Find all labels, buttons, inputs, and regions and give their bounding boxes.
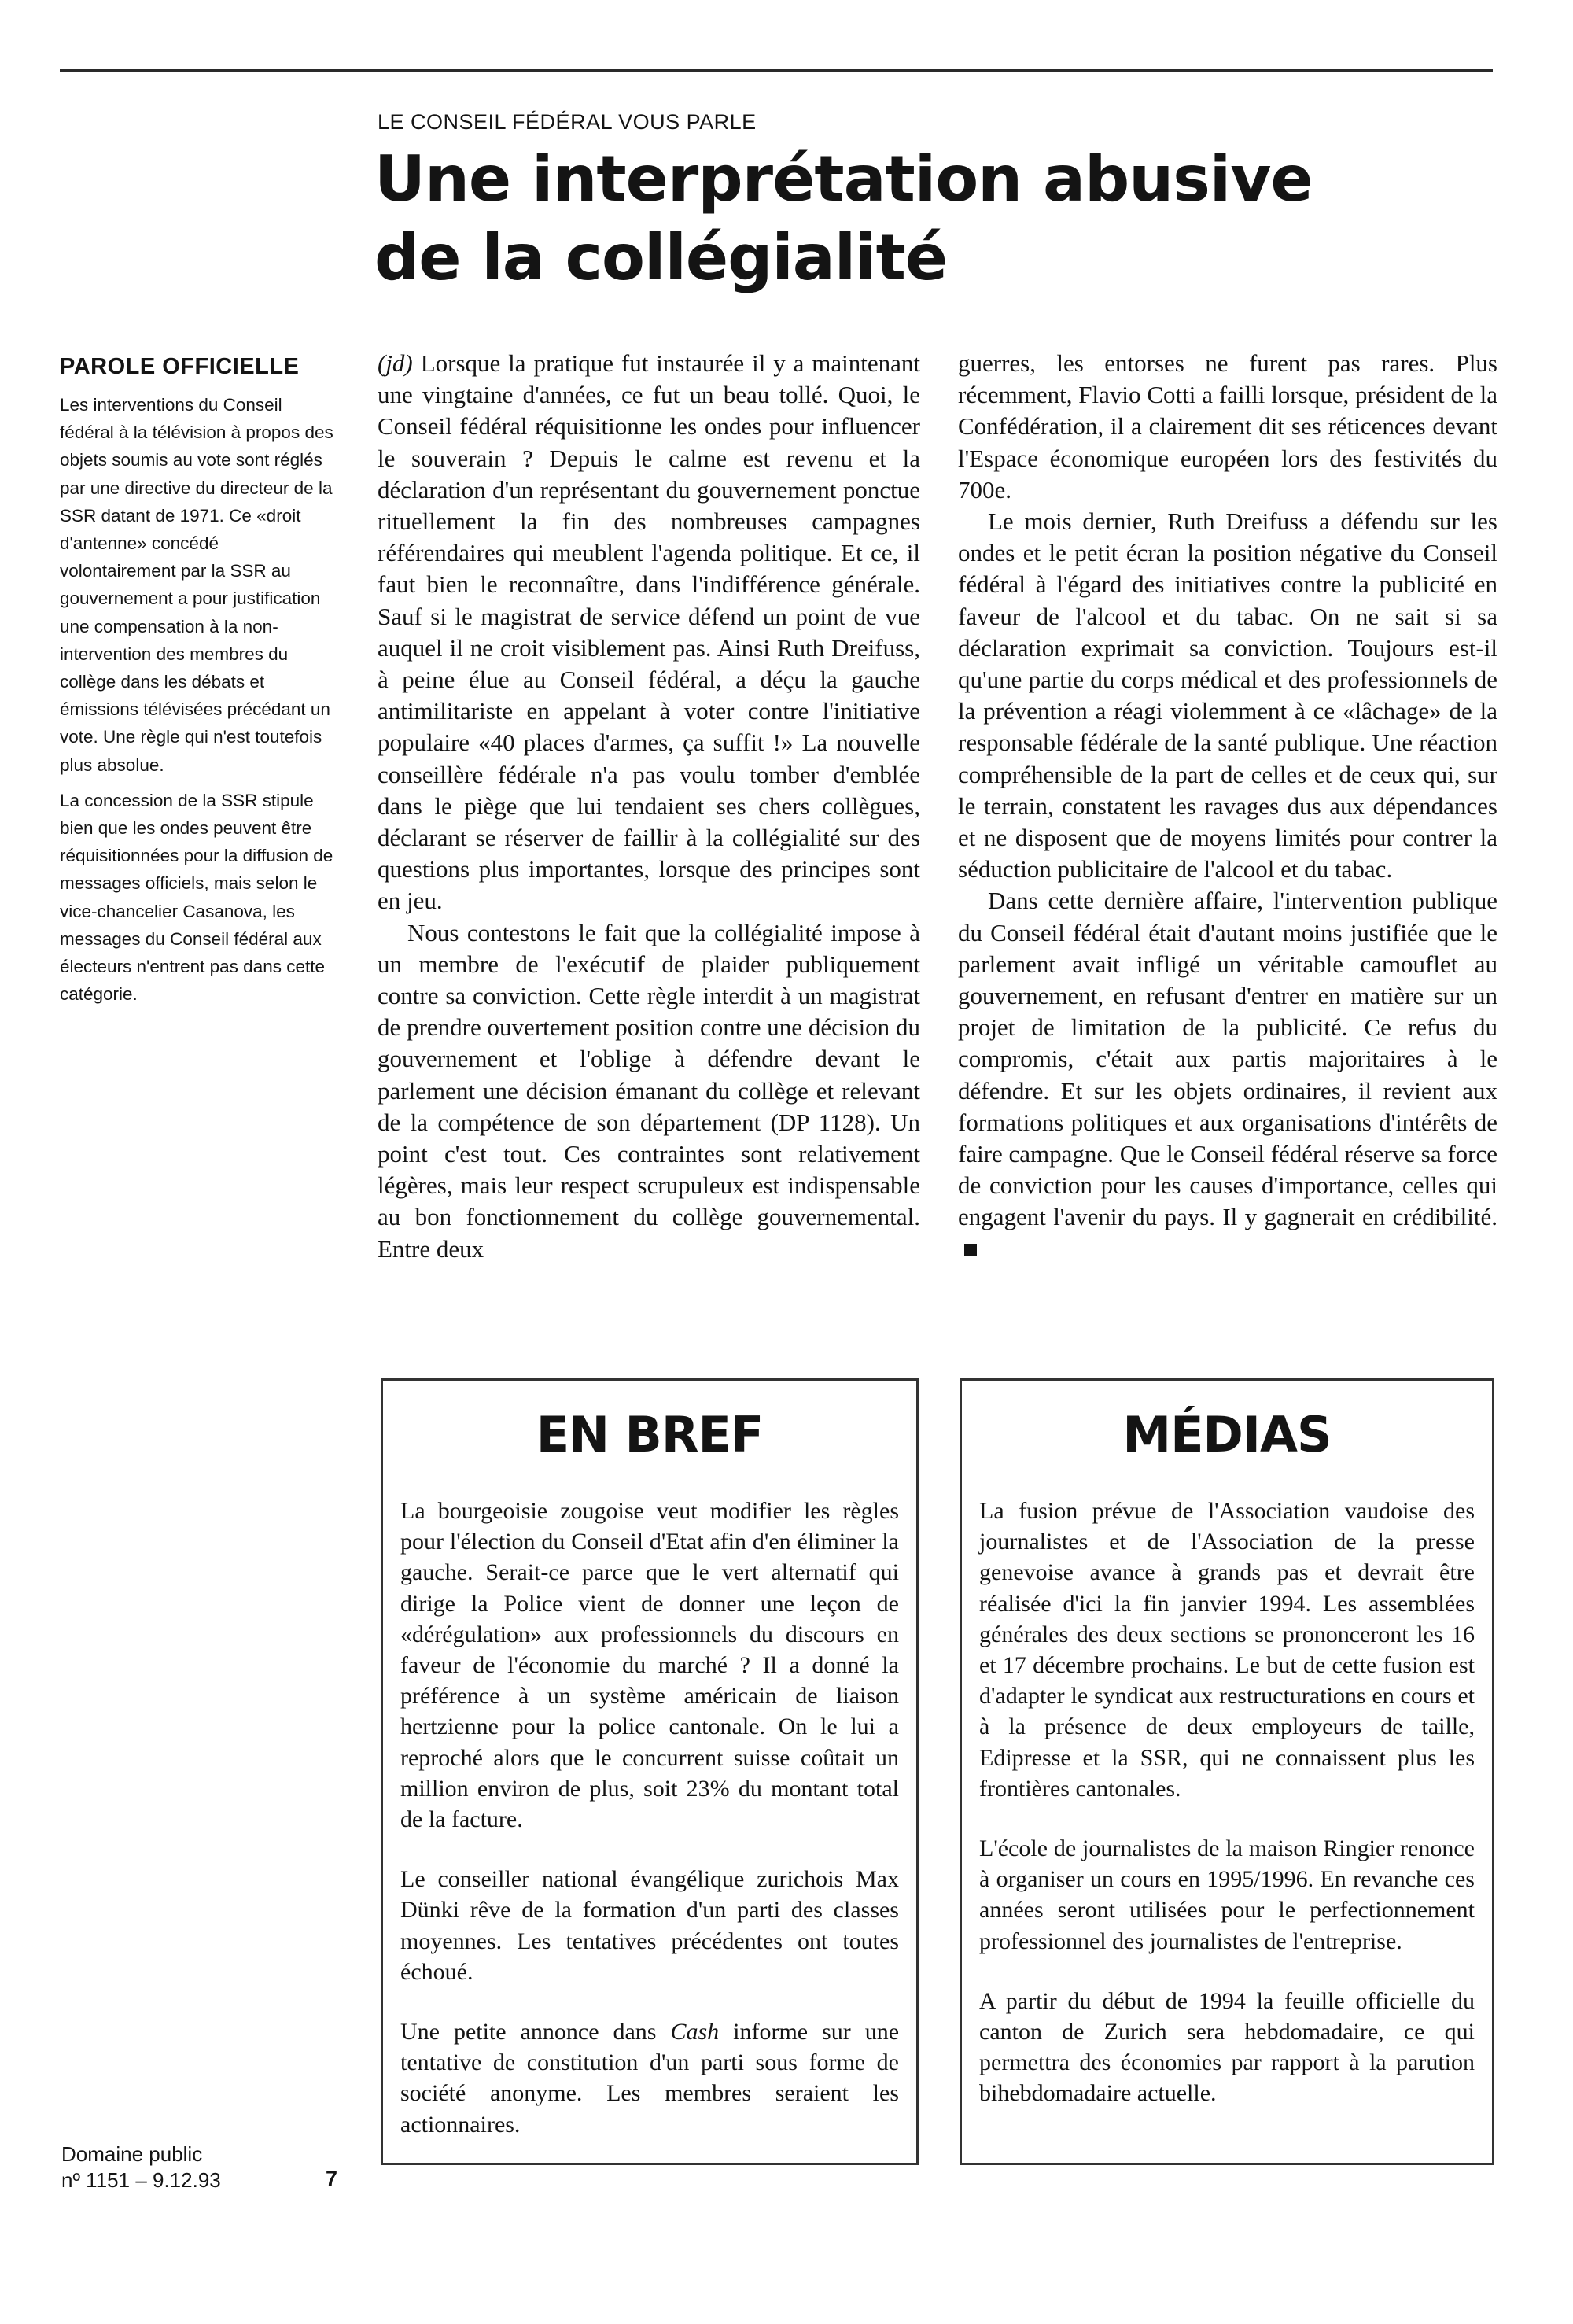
article-column-2 bbox=[958, 348, 1497, 1347]
sidebar-paragraph: La concession de la SSR stipule bien que les ondes peuvent être réquisitionnées pour la diffusion de messages officiels, mais selon le vice-chancelier Casanova, les messages du Conseil fédéral aux électeurs n'entrent pas dans cette catégorie. bbox=[60, 790, 333, 1005]
article-paragraph bbox=[958, 885, 1497, 1264]
section-kicker: LE CONSEIL FÉDÉRAL VOUS PARLE bbox=[378, 110, 757, 134]
article-paragraph bbox=[378, 348, 920, 917]
medias-item: L'école de journalistes de la maison Ringier renonce à organiser un cours en 1995/1996. En revanche ces années seront utilisées pour le perfectionnement professionnel des journalistes de l'entreprise. bbox=[979, 1835, 1475, 1954]
end-of-article-mark bbox=[964, 1244, 977, 1256]
publication-name: Domaine public bbox=[61, 2142, 203, 2166]
article-paragraph: Nous contestons le fait que la collégialité impose à un membre de l'exécutif de plaider publiquement contre sa conviction. Cette règle interdit à un magistrat de prendre ouvertement position contre une décision du gouvernement et l'oblige à défendre devant le parlement une décision émanant du collège et relevant de la compétence de son département (DP 1128). Un point c'est tout. Ces contraintes sont relativement légères, mais leur respect scrupuleux est indispensable au bon fonctionnement du collège gouvernemental. Entre deux bbox=[378, 918, 920, 1263]
en-bref-title: EN BREF bbox=[536, 1406, 764, 1463]
sidebar-label: PAROLE OFFICIELLE bbox=[60, 354, 300, 379]
sidebar bbox=[60, 354, 337, 1016]
article-column-1 bbox=[378, 348, 920, 1347]
en-bref-text: informe sur une tentative de constitution d'un parti sous forme de société anonyme. Les membres seraient les actionnaires. bbox=[400, 2019, 900, 2138]
article-paragraph: guerres, les entorses ne furent pas rares. Plus récemment, Flavio Cotti a failli lorsque, président de la Confédération, il a clairement dit ses réticences devant l'Espace économique européen lors des festivités du 700e. bbox=[958, 349, 1497, 504]
headline-line-2: de la collégialité bbox=[374, 221, 948, 294]
medias-item: La fusion prévue de l'Association vaudoise des journalistes et de l'Association de la presse genevoise avance à grands pas et devrait être réalisée d'ici la fin janvier 1994. Les assemblées générales des deux sections se prononceront les 16 et 17 décembre prochains. Le but de cette fusion est d'adapter le syndicat aux restructurations en cours et à la présence de deux employeurs de taille, Edipresse et la SSR, qui ne connaissent plus les frontières cantonales. bbox=[979, 1498, 1475, 1802]
en-bref-item: Le conseiller national évangélique zurichois Max Dünki rêve de la formation d'un parti des classes moyennes. Les tentatives précédentes ont toutes échoué. bbox=[400, 1866, 899, 1985]
author-tag: (jd) bbox=[378, 349, 413, 377]
publication-footer bbox=[61, 2141, 221, 2193]
medias-box bbox=[960, 1378, 1494, 2165]
medias-item: A partir du début de 1994 la feuille officielle du canton de Zurich sera hebdomadaire, ce qui permettra des économies par rapport à la parution bihebdomadaire actuelle. bbox=[979, 1987, 1475, 2107]
headline-line-1: Une interprétation abusive bbox=[374, 142, 1313, 216]
issue-number: nº 1151 – 9.12.93 bbox=[61, 2168, 221, 2192]
publication-title-cash: Cash bbox=[670, 2019, 720, 2045]
en-bref-item bbox=[400, 2016, 899, 2140]
page-number: 7 bbox=[326, 2167, 338, 2190]
article-paragraph-text: Lorsque la pratique fut instaurée il y a maintenant une vingtaine d'années, ce fut un beau tollé. Quoi, le Conseil fédéral réquisitionne les ondes pour influencer le souverain ? Depuis le calme est revenu et la déclaration d'un représentant du gouvernement ponctue rituellement la fin des nombreuses campagnes référendaires qui meublent l'agenda politique. Et ce, il faut bien le reconnaître, dans l'indifférence générale. Sauf si le magistrat de service défend un point de vue auquel il ne croit visiblement pas. Ainsi Ruth Dreifuss, à peine élue au Conseil fédéral, a déçu la gauche antimilitariste en appelant à voter contre l'initiative populaire «40 places d'armes, ça suffit !» La nouvelle conseillère fédérale n'a pas voulu tomber d'emblée dans le piège que lui tendaient ses chers collègues, déclarant se réserver de faillir à la collégialité sur des questions plus importantes, lorsque des principes sont en jeu. bbox=[378, 349, 921, 915]
headline bbox=[374, 140, 1491, 297]
medias-title: MÉDIAS bbox=[1122, 1406, 1332, 1463]
sidebar-paragraph: Les interventions du Conseil fédéral à la télévision à propos des objets soumis au vote sont réglés par une directive du directeur de la SSR datant de 1971. Ce «droit d'antenne» concédé volontairement par la SSR au gouvernement a pour justification une compensation à la non-intervention des membres du collège dans les débats et émissions télévisées précédant un vote. Une règle qui n'est toutefois plus absolue. bbox=[60, 395, 333, 775]
en-bref-text: Une petite annonce dans bbox=[400, 2019, 657, 2045]
top-rule bbox=[60, 69, 1493, 72]
en-bref-box bbox=[381, 1378, 919, 2165]
en-bref-item: La bourgeoisie zougoise veut modifier les règles pour l'élection du Conseil d'Etat afin d'en éliminer la gauche. Serait-ce parce que le vert alternatif qui dirige la Police vient de donner une leçon de «dérégulation» aux professionnels du discours en faveur de l'économie du marché ? Il a donné la préférence à un système américain de liaison hertzienne pour la police cantonale. On le lui a reproché alors que le concurrent suisse coûtait un million environ de plus, soit 23% du montant total de la facture. bbox=[400, 1498, 899, 1833]
article-paragraph: Le mois dernier, Ruth Dreifuss a défendu sur les ondes et le petit écran la position négative du Conseil fédéral à l'égard des initiatives contre la publicité en faveur de l'alcool et du tabac. On ne sait si sa déclaration exprimait sa conviction. Toujours est-il qu'une partie du corps médical et des professionnels de la prévention a réagi violemment à ce «lâchage» de la responsable fédérale de la santé publique. Une réaction compréhensible de la part de celles et de ceux qui, sur le terrain, constatent les ravages dus aux dépendances et ne disposent que de moyens limités pour contrer la séduction publicitaire de l'alcool et du tabac. bbox=[958, 507, 1497, 883]
article-paragraph-text: Dans cette dernière affaire, l'intervention publique du Conseil fédéral était d'autant moins justifiée que le parlement avait infligé un véritable camouflet au gouvernement, en refusant d'entrer en matière sur un projet de limitation de la publicité. Ce refus du compromis, c'était aux partis majoritaires à le défendre. Et sur les objets ordinaires, il revient aux formations politiques et aux organisations d'intérêts de faire campagne. Que le Conseil fédéral réserve sa force de conviction pour les causes d'importance, celles qui engagent l'avenir du pays. Il y gagnerait en crédibilité. bbox=[958, 887, 1497, 1231]
